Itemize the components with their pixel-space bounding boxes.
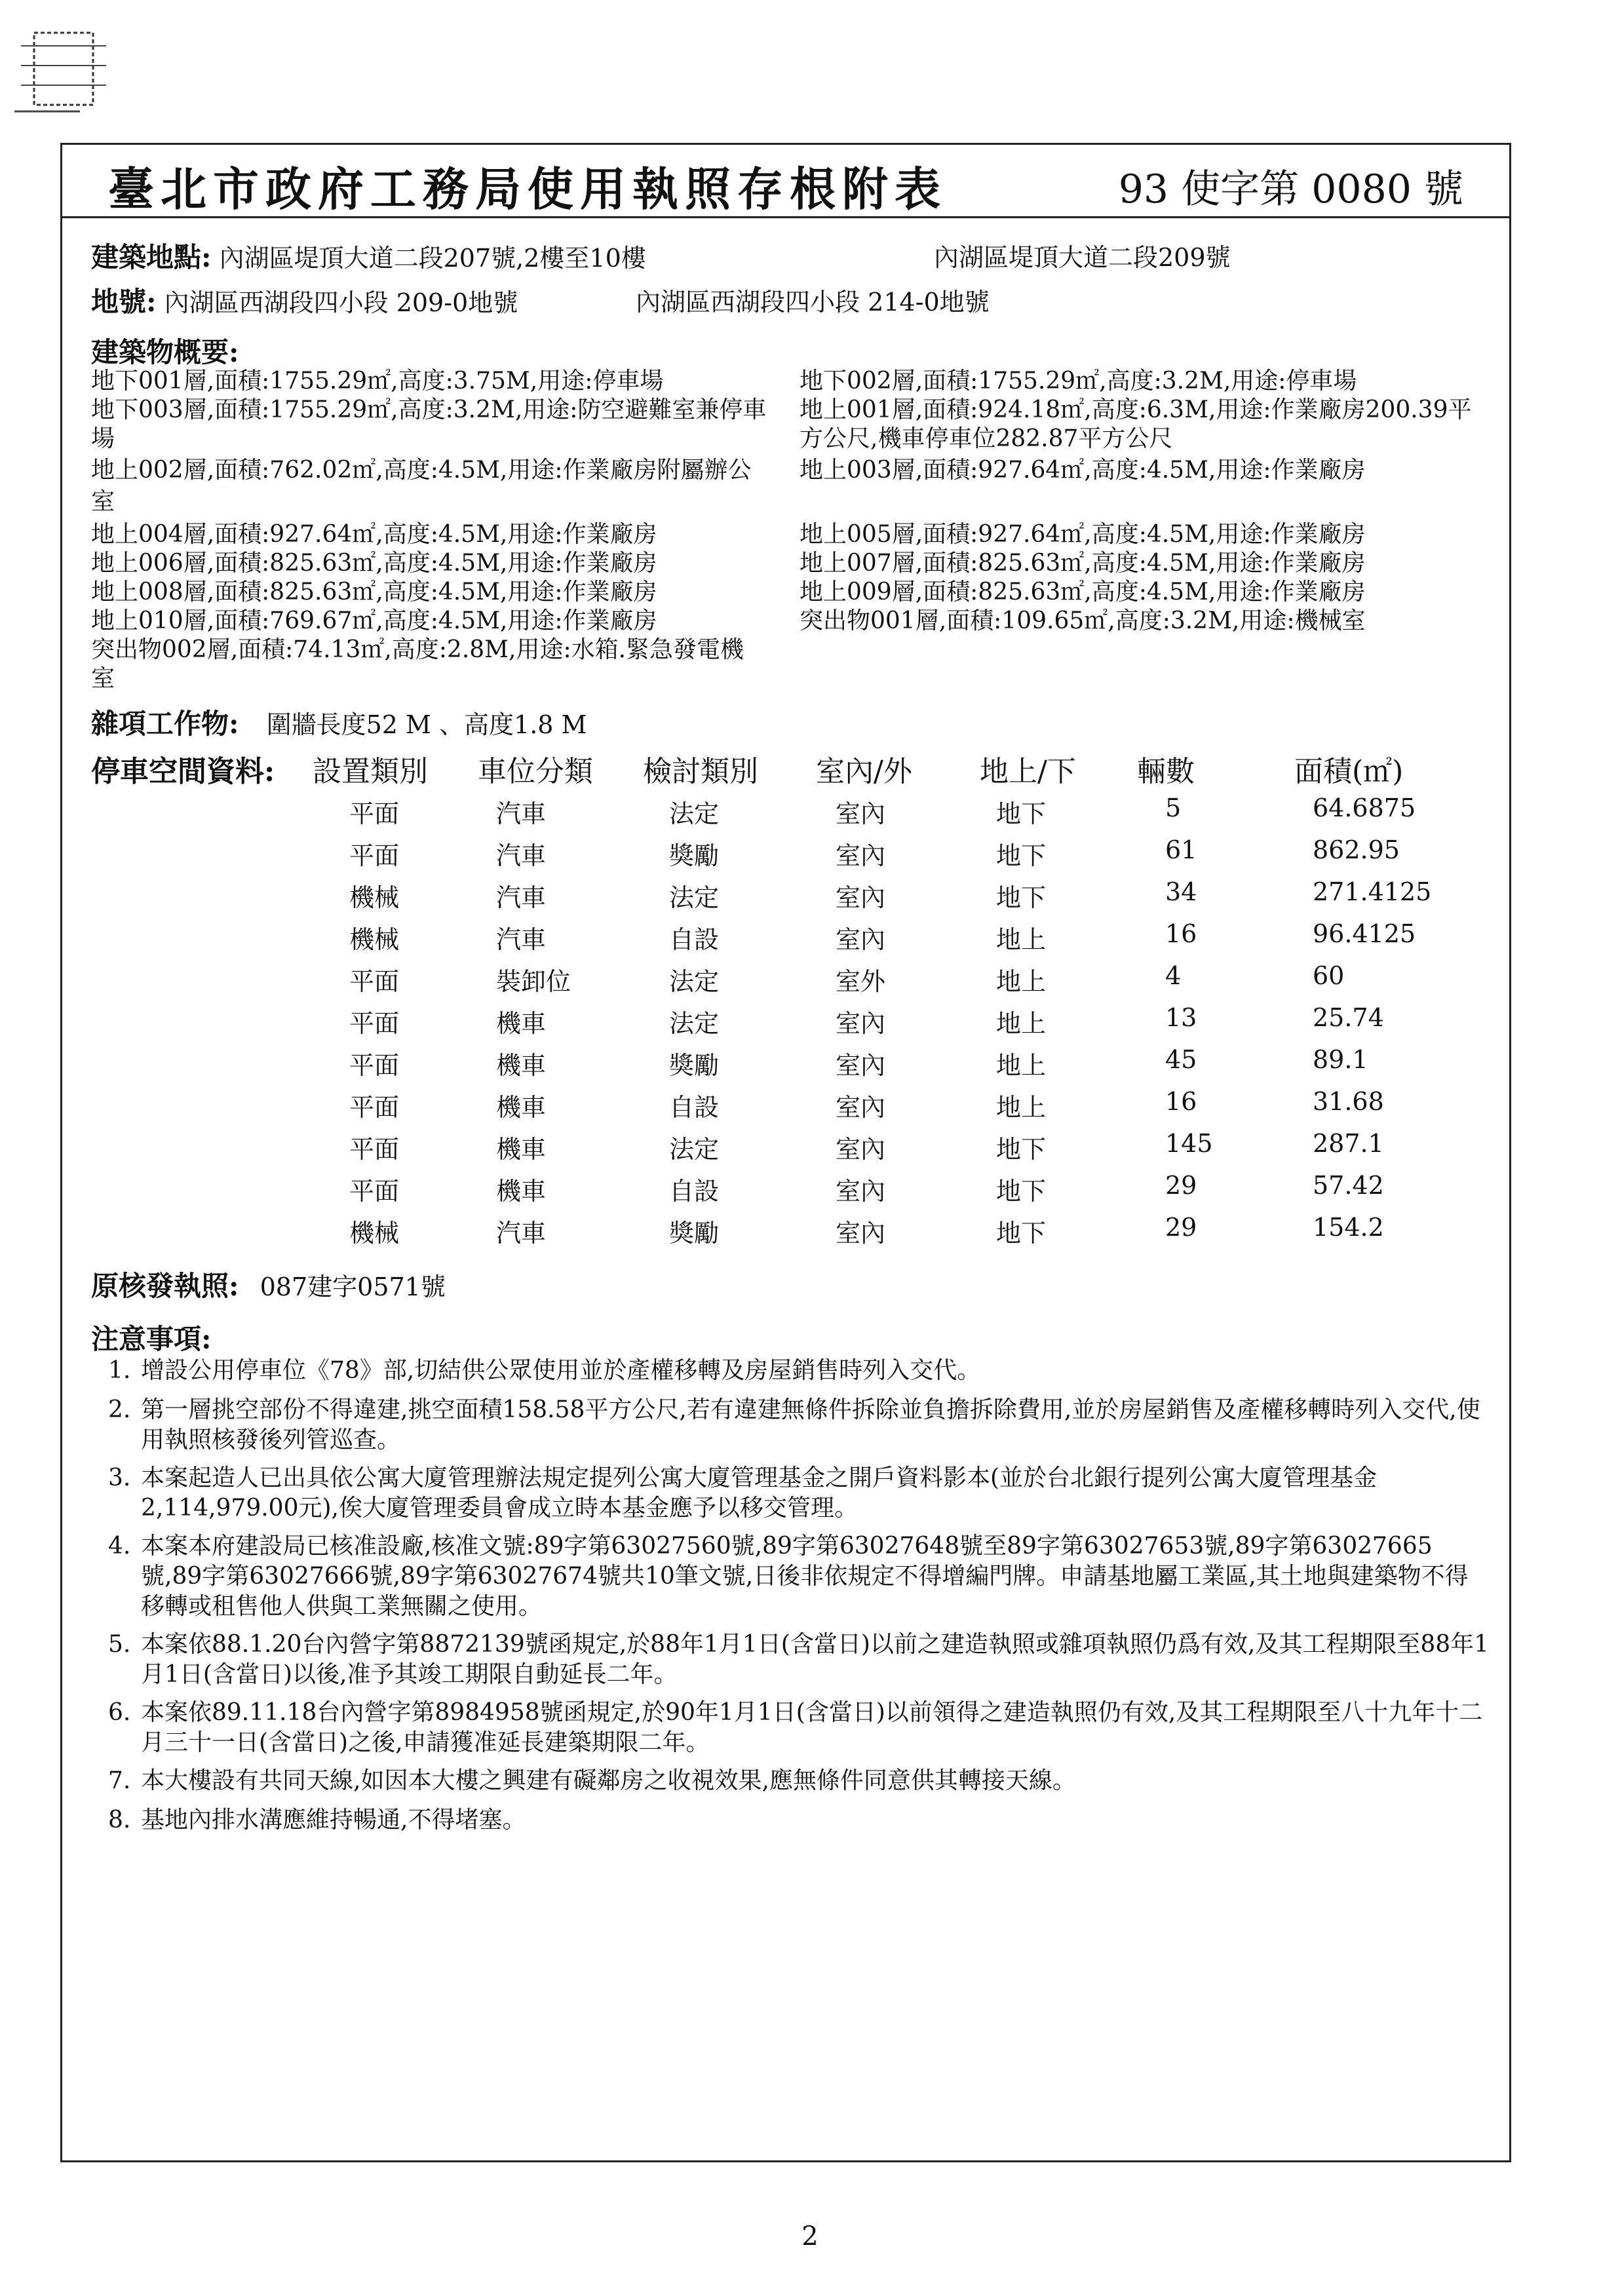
building-right-3: 地上003層,面積:927.64㎡,高度:4.5M,用途:作業廠房 — [800, 457, 1366, 484]
note-item: 2. 第一層挑空部份不得違建,挑空面積158.58平方公尺,若有違建無條件拆除並負擔拆除費用,並於房屋銷售及產權移轉時列入交代,使用執照核發後列管巡查。 — [108, 1396, 1480, 1453]
building-left-0: 地下001層,面積:1755.29㎡,高度:3.75M,用途:停車場 — [91, 368, 664, 394]
building-right-6: 地上009層,面積:825.63㎡,高度:4.5M,用途:作業廠房 — [800, 579, 1366, 605]
building-left-9: 突出物002層,面積:74.13㎡,高度:2.8M,用途:水箱.緊急發電機 — [91, 636, 744, 663]
misc-label: 雜項工作物: — [91, 708, 239, 740]
document-frame: 臺北市政府工務局使用執照存根附表 93 使字第 0080 號 建築地點: 內湖區堤頂大道二段207號,2樓至10樓 內湖區堤頂大道二段209號 地號: 內湖區西湖段四小段 209-0地號 內湖區西湖段四小段 214-0地號 建築物概要: 地下001層,面積:1755.29㎡,高度:3.75M,用途:停車場 地下003層,面積:1755.29㎡,高度:3.2M,用途:防空避難室兼停車 場 地上002層,面積:762.02㎡,高度:4.5M,用途:作業廠房附屬辦公 室 地上004層,面積:927.64㎡,高度:4.5M,用途:作業廠房 地上006層,面積:825.63㎡,高度:4.5M,用途:作業廠房 地上008層,面積:825.63㎡,高度:4.5M,用途:作業廠房 地上010層,面積:769.67㎡,高度:4.5M,用途:作業廠房 突出物002層,面積:74.13㎡,高度:2.8M,用途:水箱.緊急發電機 室 地下002層,面積:1755.29㎡,高度:3.2M,用途:停車場 地上001層,面積:924.18㎡,高度:6.3M,用途:作業廠房200.39平 方公尺,機車停車位282.87平方公尺 地上003層,面積:927.64㎡,高度:4.5M,用途:作業廠房 地上005層,面積:927.64㎡,高度:4.5M,用途:作業廠房 地上007層,面積:825.63㎡,高度:4.5M,用途:作業廠房 地上009層,面積:825.63㎡,高度:4.5M,用途:作業廠房 突出物001層,面積:109.65㎡,高度:3.2M,用途:機械室 雜項工作物: 圍牆長度52 M 、高度1.8 M 停車空間資料: 設置類別 車位分類 檢討類別 室內/外 地上/下 輛數 面積(㎡) 平面 汽車 法定 室內 地下 5 64.6875 平面 汽車 獎勵 室內 地下 61 862.95 機械 汽車 法定 室內 地下 34 271.4125 機械 汽車 自設 室內 地上 16 96.4125 平面 裝卸位 法定 室外 地上 4 60 平面 機車 法定 室內 地上 13 25.74 平面 機車 獎勵 室內 地上 45 89.1 平面 機車 自設 室內 地上 16 31.68 平面 機車 法定 室內 地下 145 287.1 平面 機車 自設 室內 地下 29 57.42 機械 汽車 獎勵 室內 地下 29 154.2 原核發執照: 087建字0571號 注意事項: 1. 增設公用停車位《78》部,切結供公眾使用並於產權移轉及房屋銷售時列入交代。 2. 第一層挑空部份不得違建,挑空面積158.58平方公尺,若有違建無條件拆除並負擔拆除費用,並於房屋銷售及產權移轉時列入交代,使用執照核發後列管巡查。 3. 本案起造人已出具依公寓大廈管理辦法規定提列公寓大廈管理基金之開戶資料影本(並於台北銀行提列公寓大廈管理基金2,114,979.00元),俟大廈管理委員會成立時本基金應予以移交管理。 4. 本案本府建設局已核准設廠,核准文號:89字第63027560號,89字第63027648號至89字第63027653號,89字第63027665號,89字第63027666號,89字第63027674號共10筆文號,日後非依規定不得增編門牌。申請基地屬工業區,其土地與建築物不得移轉或租售他人供與工業無關之使用。 5. 本案依88.1.20台內營字第8872139號函規定,於88年1月1日(含當日)以前之建造執照或雜項執照仍爲有效,及其工程期限至88年1月1日(含當日)以後,准予其竣工期限自動延長二年。 6. 本案依89.11.18台內營字第8984958號函規定,於90年1月1日(含當日)以前領得之建造執照仍有效,及其工程期限至八十九年十二月三十一日(含當日)之後,申請獲准延長建築期限二年。 7. 本大樓設有共同天線,如因本大樓之興建有礙鄰房之收視效果,應無條件同意供其轉接天線。 8. 基地內排水溝應維持暢通,不得堵塞。 — [60, 143, 1511, 2162]
building-left-2: 場 — [91, 425, 115, 452]
building-left-6: 地上006層,面積:825.63㎡,高度:4.5M,用途:作業廠房 — [91, 550, 657, 577]
misc-works-line — [91, 710, 587, 739]
site-address-line — [91, 243, 646, 273]
building-right-0: 地下002層,面積:1755.29㎡,高度:3.2M,用途:停車場 — [800, 368, 1357, 394]
note-item: 6. 本案依89.11.18台內營字第8984958號函規定,於90年1月1日(含當日)以前領得之建造執照仍有效,及其工程期限至八十九年十二月三十一日(含當日)之後,申請獲准延長建築期限二年。 — [108, 1699, 1483, 1756]
parking-header-area: 面積(㎡) — [1294, 755, 1404, 788]
notes-title: 注意事項: — [91, 1323, 212, 1355]
building-left-4: 室 — [91, 488, 115, 515]
parking-header-review: 檢討類別 — [643, 755, 758, 788]
misc-value: 圍牆長度52 M 、高度1.8 M — [266, 710, 587, 739]
site-address-1: 內湖區堤頂大道二段207號,2樓至10樓 — [219, 244, 646, 273]
note-item: 3. 本案起造人已出具依公寓大廈管理辦法規定提列公寓大廈管理基金之開戶資料影本(並於台北銀行提列公寓大廈管理基金2,114,979.00元),俟大廈管理委員會成立時本基金應予以移交管理。 — [108, 1464, 1378, 1521]
lot-label: 地號: — [91, 286, 157, 318]
lot-2: 內湖區西湖段四小段 214-0地號 — [636, 288, 990, 316]
original-permit-label: 原核發執照: — [91, 1270, 239, 1302]
site-address-2: 內湖區堤頂大道二段209號 — [934, 243, 1231, 272]
building-left-7: 地上008層,面積:825.63㎡,高度:4.5M,用途:作業廠房 — [91, 579, 657, 605]
seal-stamp — [8, 7, 119, 118]
building-right-2: 方公尺,機車停車位282.87平方公尺 — [800, 425, 1173, 452]
building-label: 建築物概要: — [91, 336, 239, 368]
building-right-4: 地上005層,面積:927.64㎡,高度:4.5M,用途:作業廠房 — [800, 521, 1366, 548]
lot-1: 內湖區西湖段四小段 209-0地號 — [164, 288, 518, 317]
parking-header-count: 輛數 — [1137, 755, 1195, 788]
note-item: 7. 本大樓設有共同天線,如因本大樓之興建有礙鄰房之收視效果,應無條件同意供其轉接天線。 — [108, 1767, 1076, 1794]
building-left-8: 地上010層,面積:769.67㎡,高度:4.5M,用途:作業廠房 — [91, 607, 657, 634]
building-left-1: 地下003層,面積:1755.29㎡,高度:3.2M,用途:防空避難室兼停車 — [91, 396, 767, 423]
page-number: 2 — [801, 2221, 819, 2251]
lot-line — [91, 288, 518, 317]
permit-number: 93 使字第 0080 號 — [1118, 166, 1463, 212]
parking-header-class: 車位分類 — [478, 755, 593, 788]
note-item: 4. 本案本府建設局已核准設廠,核准文號:89字第63027560號,89字第63027648號至89字第63027653號,89字第63027665號,89字第63027666號,89字第63027674號共10筆文號,日後非依規定不得增編門牌。申請基地屬工業區,其土地與建築物不得移轉或租售他人供與工業無關之使用。 — [108, 1533, 1469, 1620]
note-item: 8. 基地內排水溝應維持暢通,不得堵塞。 — [108, 1807, 526, 1833]
title-row — [62, 145, 1509, 218]
building-left-10: 室 — [91, 665, 115, 692]
building-right-5: 地上007層,面積:825.63㎡,高度:4.5M,用途:作業廠房 — [800, 550, 1366, 577]
building-right-1: 地上001層,面積:924.18㎡,高度:6.3M,用途:作業廠房200.39平 — [800, 396, 1472, 423]
parking-label: 停車空間資料: — [91, 755, 275, 788]
parking-header-level: 地上/下 — [980, 755, 1076, 788]
site-label: 建築地點: — [91, 241, 212, 273]
original-permit-line — [91, 1272, 446, 1301]
building-left-5: 地上004層,面積:927.64㎡,高度:4.5M,用途:作業廠房 — [91, 521, 657, 548]
parking-header-type: 設置類別 — [313, 755, 428, 788]
original-permit-value: 087建字0571號 — [260, 1272, 446, 1301]
parking-header-inout: 室內/外 — [816, 755, 912, 788]
building-right-7: 突出物001層,面積:109.65㎡,高度:3.2M,用途:機械室 — [800, 607, 1366, 634]
building-left-3: 地上002層,面積:762.02㎡,高度:4.5M,用途:作業廠房附屬辦公 — [91, 457, 752, 484]
document-title: 臺北市政府工務局使用執照存根附表 — [108, 162, 947, 216]
note-item: 5. 本案依88.1.20台內營字第8872139號函規定,於88年1月1日(含當日)以前之建造執照或雜項執照仍爲有效,及其工程期限至88年1月1日(含當日)以後,准予其竣工期限自動延長二年。 — [108, 1631, 1490, 1688]
note-item: 1. 增設公用停車位《78》部,切結供公眾使用並於產權移轉及房屋銷售時列入交代。 — [108, 1357, 981, 1384]
